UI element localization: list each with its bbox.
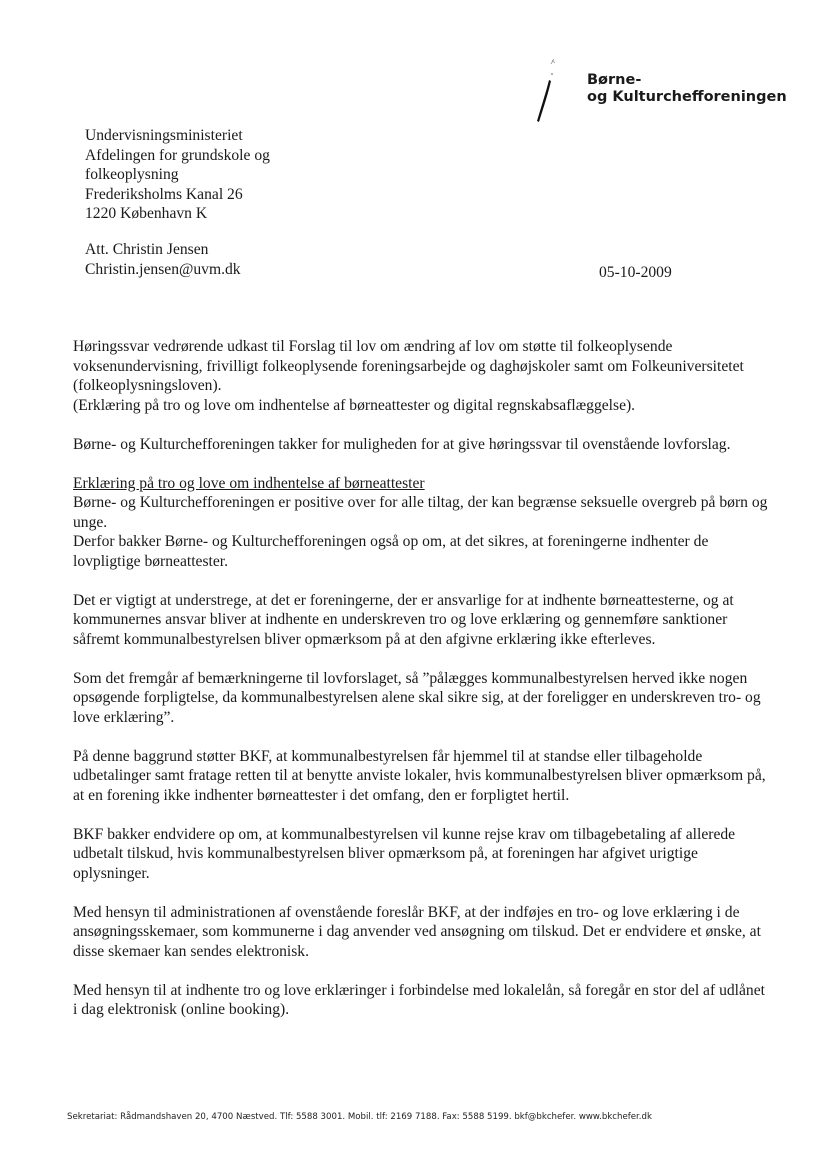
attention-block bbox=[85, 240, 385, 279]
subject-note: (Erklæring på tro og love om indhentelse af børneattester og digital regnskabsaflæggelse). bbox=[73, 396, 636, 414]
body-paragraph: På denne baggrund støtter BKF, at kommunalbestyrelsen får hjemmel til at standse eller tilbageholde udbetalinger samt fratage retten til at benytte anviste lokaler, hvis kommunalbestyrelsen bliver opmærksom på, at en forening ikke indhenter børneattester i det omfang, den er forpligtet hertil. bbox=[73, 747, 766, 804]
body-paragraph: BKF bakker endvidere op om, at kommunalbestyrelsen vil kunne rejse krav om tilbagebetaling af allerede udbetalt tilskud, hvis kommunalbestyrelsen bliver opmærksom på, at foreningen har afgivet urigtige oplysninger. bbox=[73, 825, 736, 882]
footer-contact-line: Sekretariat: Rådmandshaven 20, 4700 Næstved. Tlf: 5588 3001. Mobil. tlf: 2169 7188. Fax: 5588 5199. bkf@bkchefer. www.bkchefer.dk bbox=[67, 1112, 652, 1122]
thanks-paragraph: Børne- og Kulturchefforeningen takker for muligheden for at give høringssvar til ovenstående lovforslag. bbox=[73, 435, 731, 453]
attention-name: Att. Christin Jensen bbox=[85, 241, 209, 258]
body-paragraph: Det er vigtigt at understrege, at det er foreningerne, der er ansvarlige for at indhente børneattesterne, og at kommunernes ansvar bliver at indhente en underskreven tro og love erklæring og gennemføre sanktioner såfremt kommunalbestyrelsen bliver opmærksom på at den afgivne erklæring ikke efterleves. bbox=[73, 591, 734, 648]
address-line: Undervisningsministeriet bbox=[85, 127, 243, 144]
body-paragraph: Børne- og Kulturchefforeningen er positive over for alle tiltag, der kan begrænse seksuelle overgreb på børn og unge. bbox=[73, 494, 768, 531]
letter-date: 05-10-2009 bbox=[599, 264, 672, 281]
section-heading: Erklæring på tro og love om indhentelse af børneattester bbox=[73, 474, 425, 492]
recipient-address bbox=[85, 126, 385, 224]
organization-logo bbox=[530, 58, 790, 128]
body-paragraph: Med hensyn til administrationen af ovenstående foreslår BKF, at der indføjes en tro- og love erklæring i de ansøgningsskemaer, som kommunerne i dag anvender ved ansøgning om tilskud. Det er endvidere et ønske, at disse skemaer kan sendes elektronisk. bbox=[73, 903, 761, 960]
logo-line-1: Børne- bbox=[587, 72, 642, 88]
body-paragraph: Med hensyn til at indhente tro og love erklæringer i forbindelse med lokalelån, så foregår en stor del af udlånet i dag elektronisk (online booking). bbox=[73, 981, 765, 1018]
stylized-figure-icon bbox=[530, 58, 570, 128]
address-line: Frederiksholms Kanal 26 bbox=[85, 185, 243, 203]
subject-paragraph: Høringssvar vedrørende udkast til Forslag til lov om ændring af lov om støtte til folkeoplysende voksenundervisning, frivilligt folkeoplysende foreningsarbejde og daghøjskoler samt om Folkeuniversitetet (folkeoplysningsloven). bbox=[73, 338, 744, 394]
recipient-email: Christin.jensen@uvm.dk bbox=[85, 260, 241, 278]
body-paragraph: Derfor bakker Børne- og Kulturchefforeningen også op om, at det sikres, at foreningerne indhenter de lovpligtige børneattester. bbox=[73, 533, 709, 570]
logo-line-2: og Kulturchefforeningen bbox=[587, 89, 787, 105]
body-paragraph: Som det fremgår af bemærkningerne til lovforslaget, så ”pålægges kommunalbestyrelsen herved ikke nogen opsøgende forpligtelse, da kommunalbestyrelsen alene skal sikre sig, at der foreligger en underskreven tro- og love erklæring”. bbox=[73, 669, 761, 726]
letter-body bbox=[73, 337, 773, 1039]
address-line: folkeoplysning bbox=[85, 166, 179, 183]
logo-wordmark bbox=[587, 72, 787, 106]
address-line: Afdelingen for grundskole og bbox=[85, 146, 270, 164]
address-line: 1220 København K bbox=[85, 205, 208, 222]
